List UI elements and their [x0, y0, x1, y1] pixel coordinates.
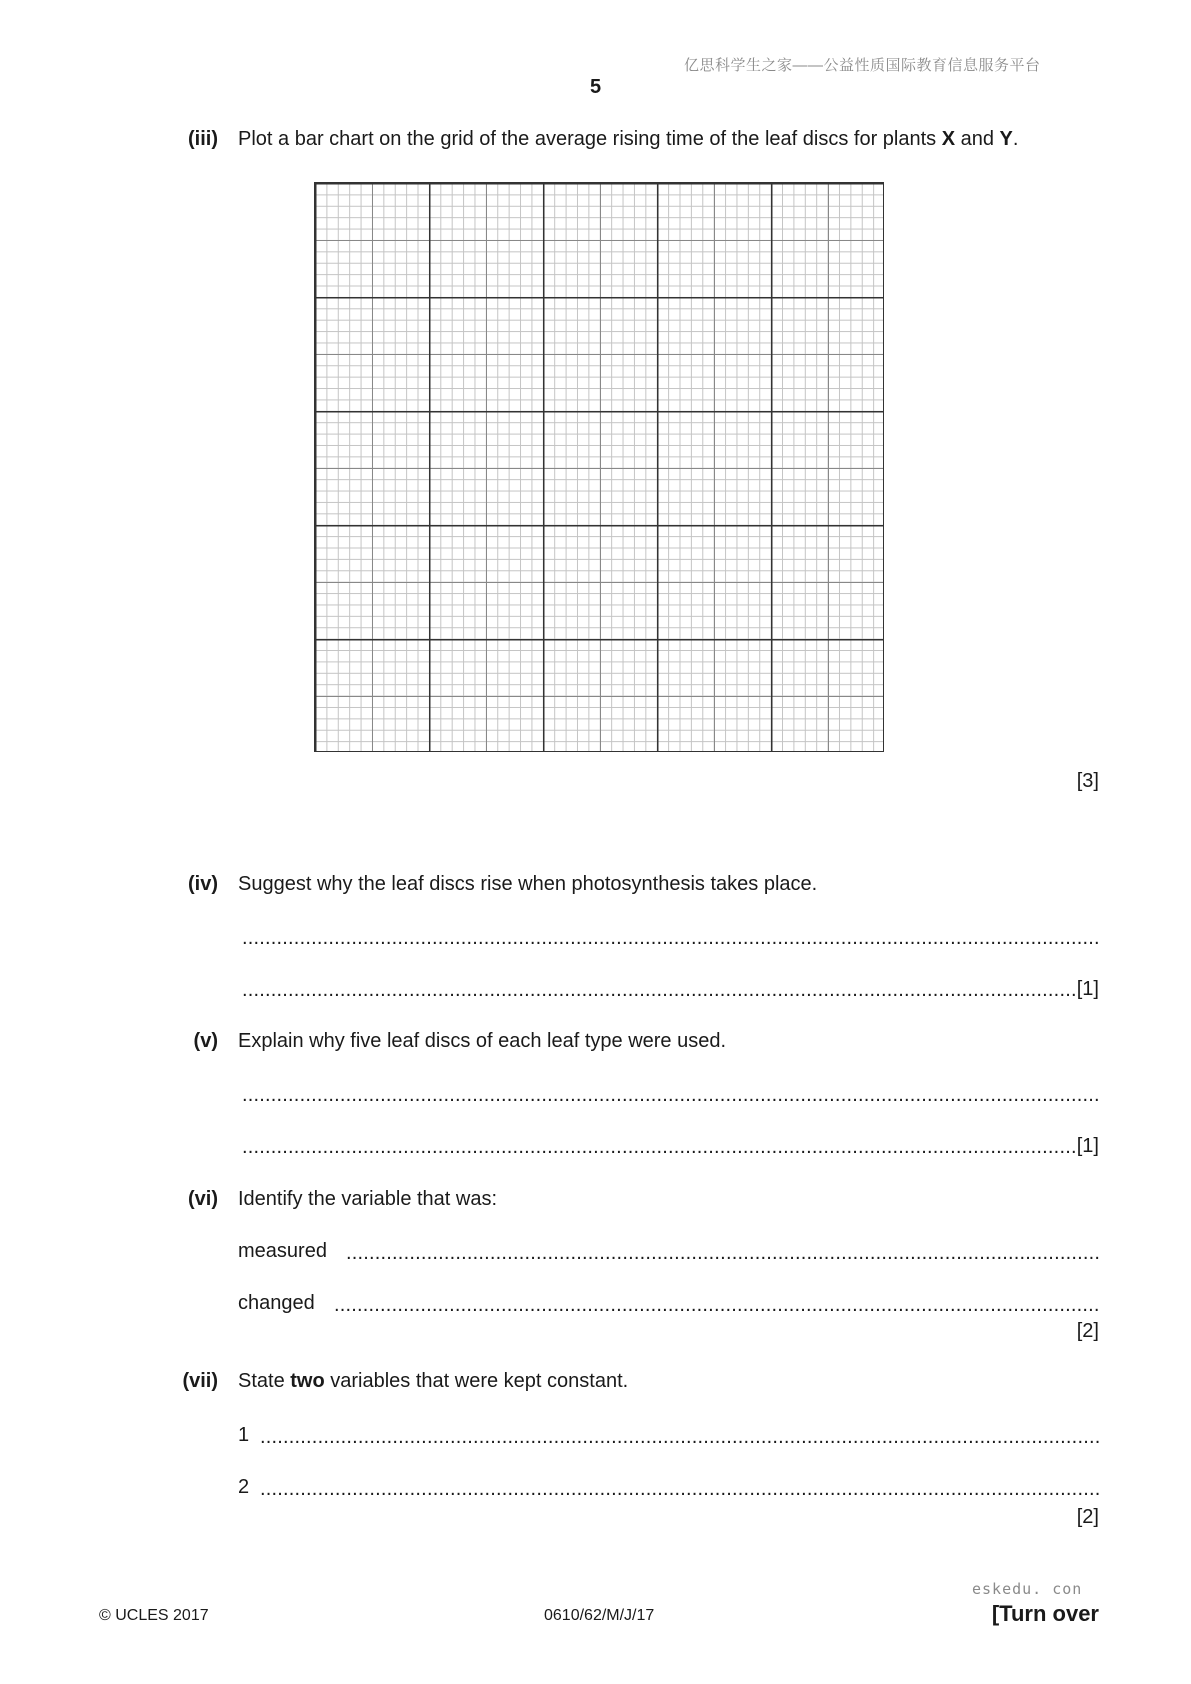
- question-vi-text: Identify the variable that was:: [238, 1188, 498, 1210]
- question-vii-text-after: variables that were kept constant.: [324, 1370, 629, 1392]
- question-vii-number: (vii): [182, 1370, 218, 1392]
- question-vii-text-before: State: [238, 1370, 291, 1392]
- question-v-marks: [1]: [1076, 1135, 1099, 1157]
- question-vii-text: [238, 1370, 628, 1393]
- plant-x-label: X: [941, 128, 956, 150]
- question-iii-text-before: Plot a bar chart on the grid of the average rising time of the leaf discs for plants: [238, 128, 942, 150]
- paper-code: 0610/62/M/J/17: [544, 1607, 655, 1624]
- question-iii-text-after: .: [1012, 128, 1019, 150]
- answer-line-measured[interactable]: [346, 1243, 1100, 1263]
- answer-line-constant-1[interactable]: [260, 1427, 1100, 1447]
- question-iv-marks: [1]: [1076, 978, 1099, 1000]
- bar-chart-grid[interactable]: [314, 182, 884, 752]
- question-iv-text: Suggest why the leaf discs rise when photosynthesis takes place.: [238, 873, 818, 895]
- answer-line-iv-2[interactable]: [242, 980, 1078, 1000]
- measured-label: measured: [238, 1240, 327, 1262]
- constant-1-label: 1: [238, 1424, 250, 1446]
- answer-line-v-1[interactable]: [242, 1085, 1100, 1105]
- answer-line-changed[interactable]: [334, 1295, 1100, 1315]
- changed-label: changed: [238, 1292, 315, 1314]
- question-iii-marks: [3]: [1076, 770, 1099, 792]
- question-vi-marks: [2]: [1076, 1320, 1099, 1342]
- question-vii-marks: [2]: [1076, 1506, 1099, 1528]
- copyright: © UCLES 2017: [99, 1607, 209, 1624]
- question-vi-number: (vi): [188, 1188, 218, 1210]
- question-iii-and: and: [955, 128, 1000, 150]
- footer-watermark: eskedu. con: [972, 1580, 1083, 1598]
- question-v-text: Explain why five leaf discs of each leaf type were used.: [238, 1030, 727, 1052]
- question-iv-number: (iv): [188, 873, 218, 895]
- question-v-number: (v): [193, 1030, 218, 1052]
- question-iii-number: (iii): [188, 128, 218, 150]
- answer-line-iv-1[interactable]: [242, 928, 1100, 948]
- page-number: 5: [590, 76, 602, 98]
- constant-2-label: 2: [238, 1476, 250, 1498]
- header-watermark: 亿思科学生之家——公益性质国际教育信息服务平台: [684, 57, 1041, 74]
- answer-line-v-2[interactable]: [242, 1137, 1078, 1157]
- question-vii-bold: two: [290, 1370, 325, 1392]
- question-iii-text: [238, 128, 1018, 151]
- plant-y-label: Y: [999, 128, 1013, 150]
- turn-over: [Turn over: [991, 1601, 1099, 1626]
- answer-line-constant-2[interactable]: [260, 1479, 1100, 1499]
